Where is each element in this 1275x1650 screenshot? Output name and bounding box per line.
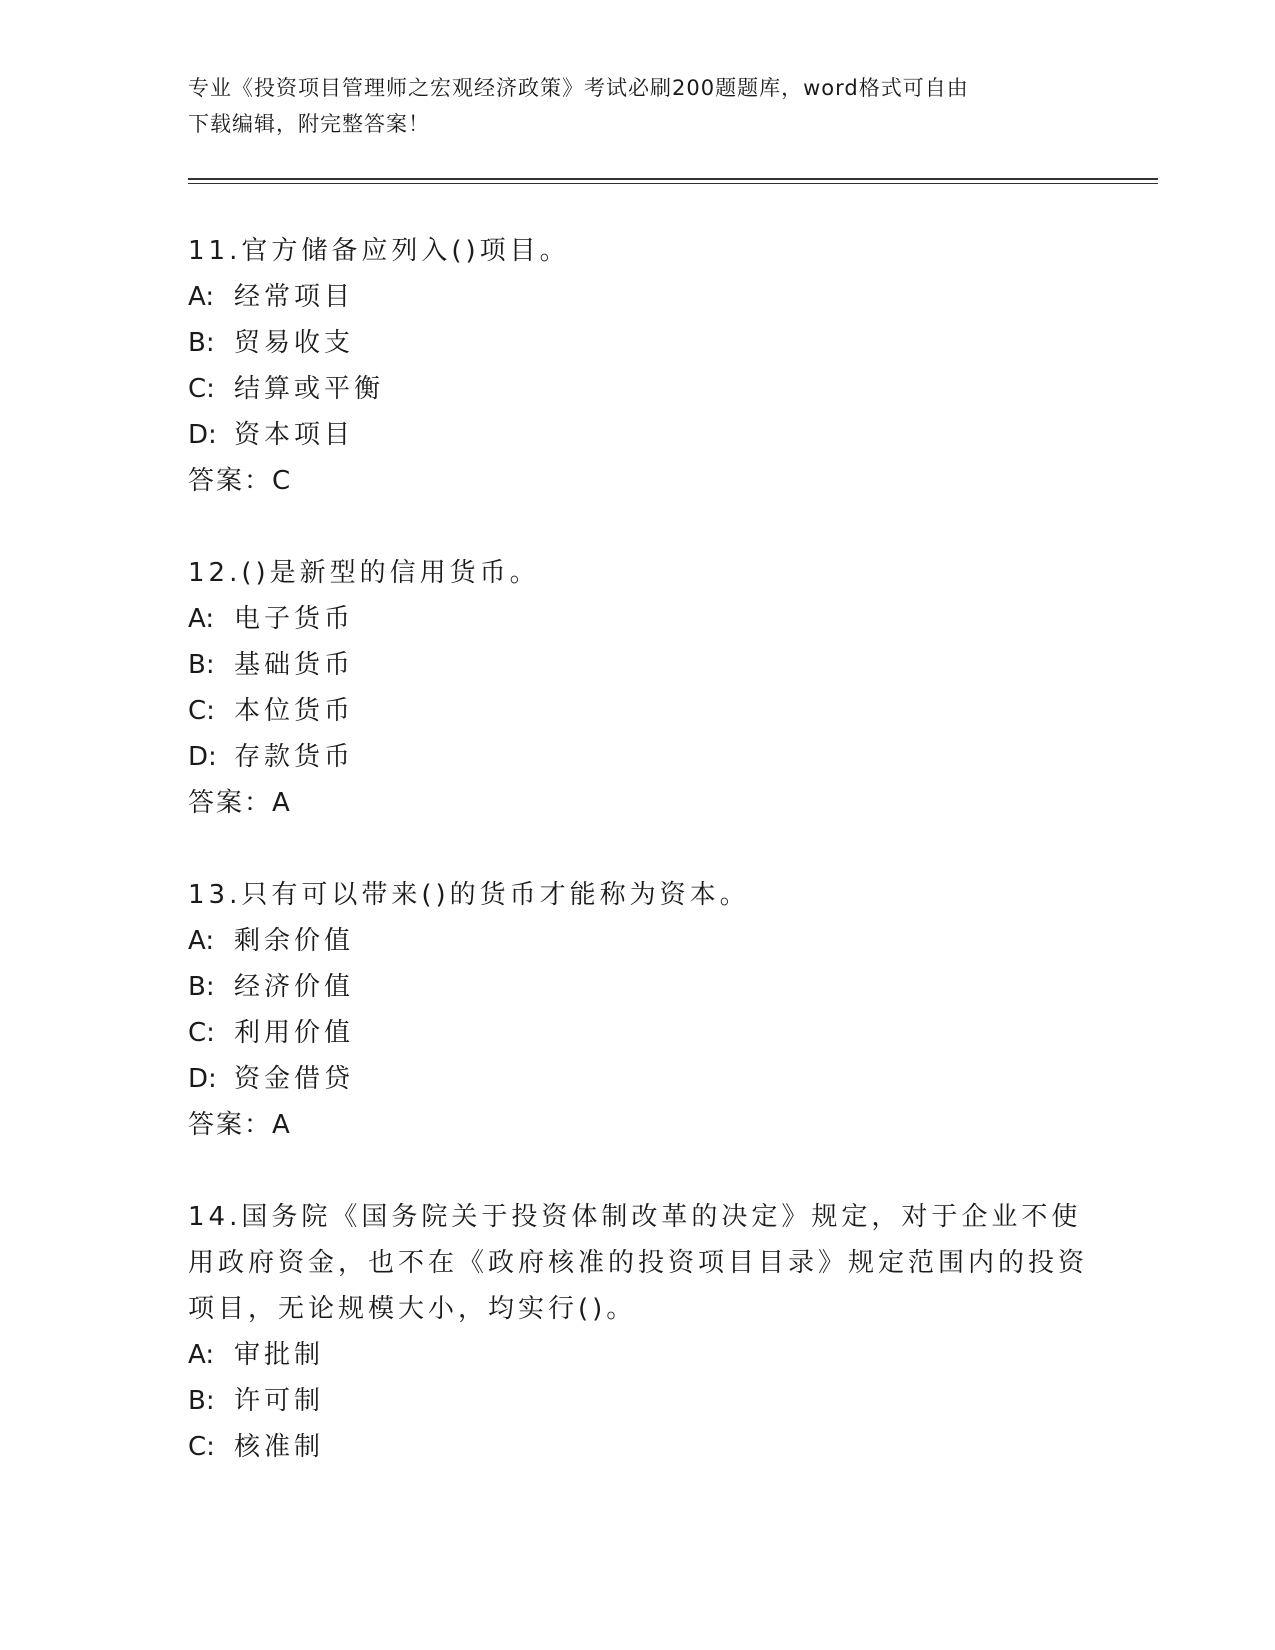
option-text: 经济价值 [234,972,355,1002]
option-letter: C: [188,1018,215,1048]
option-b [188,1378,1158,1424]
option-a [188,274,1158,320]
option-a [188,1332,1158,1378]
option-letter: B: [188,1386,215,1416]
option-text: 存款货币 [234,742,355,772]
option-text: 本位货币 [234,696,355,726]
option-letter: A: [188,604,215,634]
question-stem: 11.官方储备应列入()项目。 [188,236,570,266]
question-stem: 12.()是新型的信用货币。 [188,558,540,588]
option-text: 核准制 [234,1432,325,1462]
option-letter: D: [188,1064,217,1094]
option-text: 许可制 [234,1386,325,1416]
option-text: 贸易收支 [234,328,355,358]
option-c [188,688,1158,734]
option-letter: B: [188,972,215,1002]
document-header [188,70,1088,142]
option-b [188,320,1158,366]
question-14 [188,1194,1158,1470]
document-page [188,70,1158,1470]
option-text: 结算或平衡 [234,374,385,404]
option-text: 基础货币 [234,650,355,680]
option-a [188,596,1158,642]
option-letter: A: [188,926,215,956]
header-line-1: 专业《投资项目管理师之宏观经济政策》考试必刷200题题库，word格式可自由 [188,76,969,100]
option-letter: C: [188,696,215,726]
answer: 答案：A [188,788,292,818]
option-b [188,964,1158,1010]
option-text: 资金借贷 [234,1064,355,1094]
option-c [188,366,1158,412]
option-c [188,1010,1158,1056]
option-letter: D: [188,742,217,772]
option-a [188,918,1158,964]
option-text: 审批制 [234,1340,325,1370]
question-11 [188,228,1158,504]
option-c [188,1424,1158,1470]
question-stem: 14.国务院《国务院关于投资体制改革的决定》规定，对于企业不使用政府资金，也不在《政府核准的投资项目目录》规定范围内的投资项目，无论规模大小，均实行()。 [188,1202,1089,1324]
header-line-2: 下载编辑，附完整答案！ [188,112,430,136]
question-13 [188,872,1158,1148]
answer: 答案：A [188,1110,292,1140]
option-text: 电子货币 [234,604,355,634]
option-b [188,642,1158,688]
option-letter: A: [188,1340,215,1370]
option-text: 资本项目 [234,420,355,450]
option-d [188,1056,1158,1102]
answer: 答案：C [188,466,293,496]
option-d [188,734,1158,780]
option-letter: C: [188,374,215,404]
option-letter: B: [188,328,215,358]
question-stem: 13.只有可以带来()的货币才能称为资本。 [188,880,750,910]
question-12 [188,550,1158,826]
option-text: 剩余价值 [234,926,355,956]
option-text: 利用价值 [234,1018,355,1048]
option-letter: A: [188,282,215,312]
header-divider [188,178,1158,184]
option-text: 经常项目 [234,282,355,312]
option-letter: D: [188,420,217,450]
option-d [188,412,1158,458]
option-letter: C: [188,1432,215,1462]
option-letter: B: [188,650,215,680]
